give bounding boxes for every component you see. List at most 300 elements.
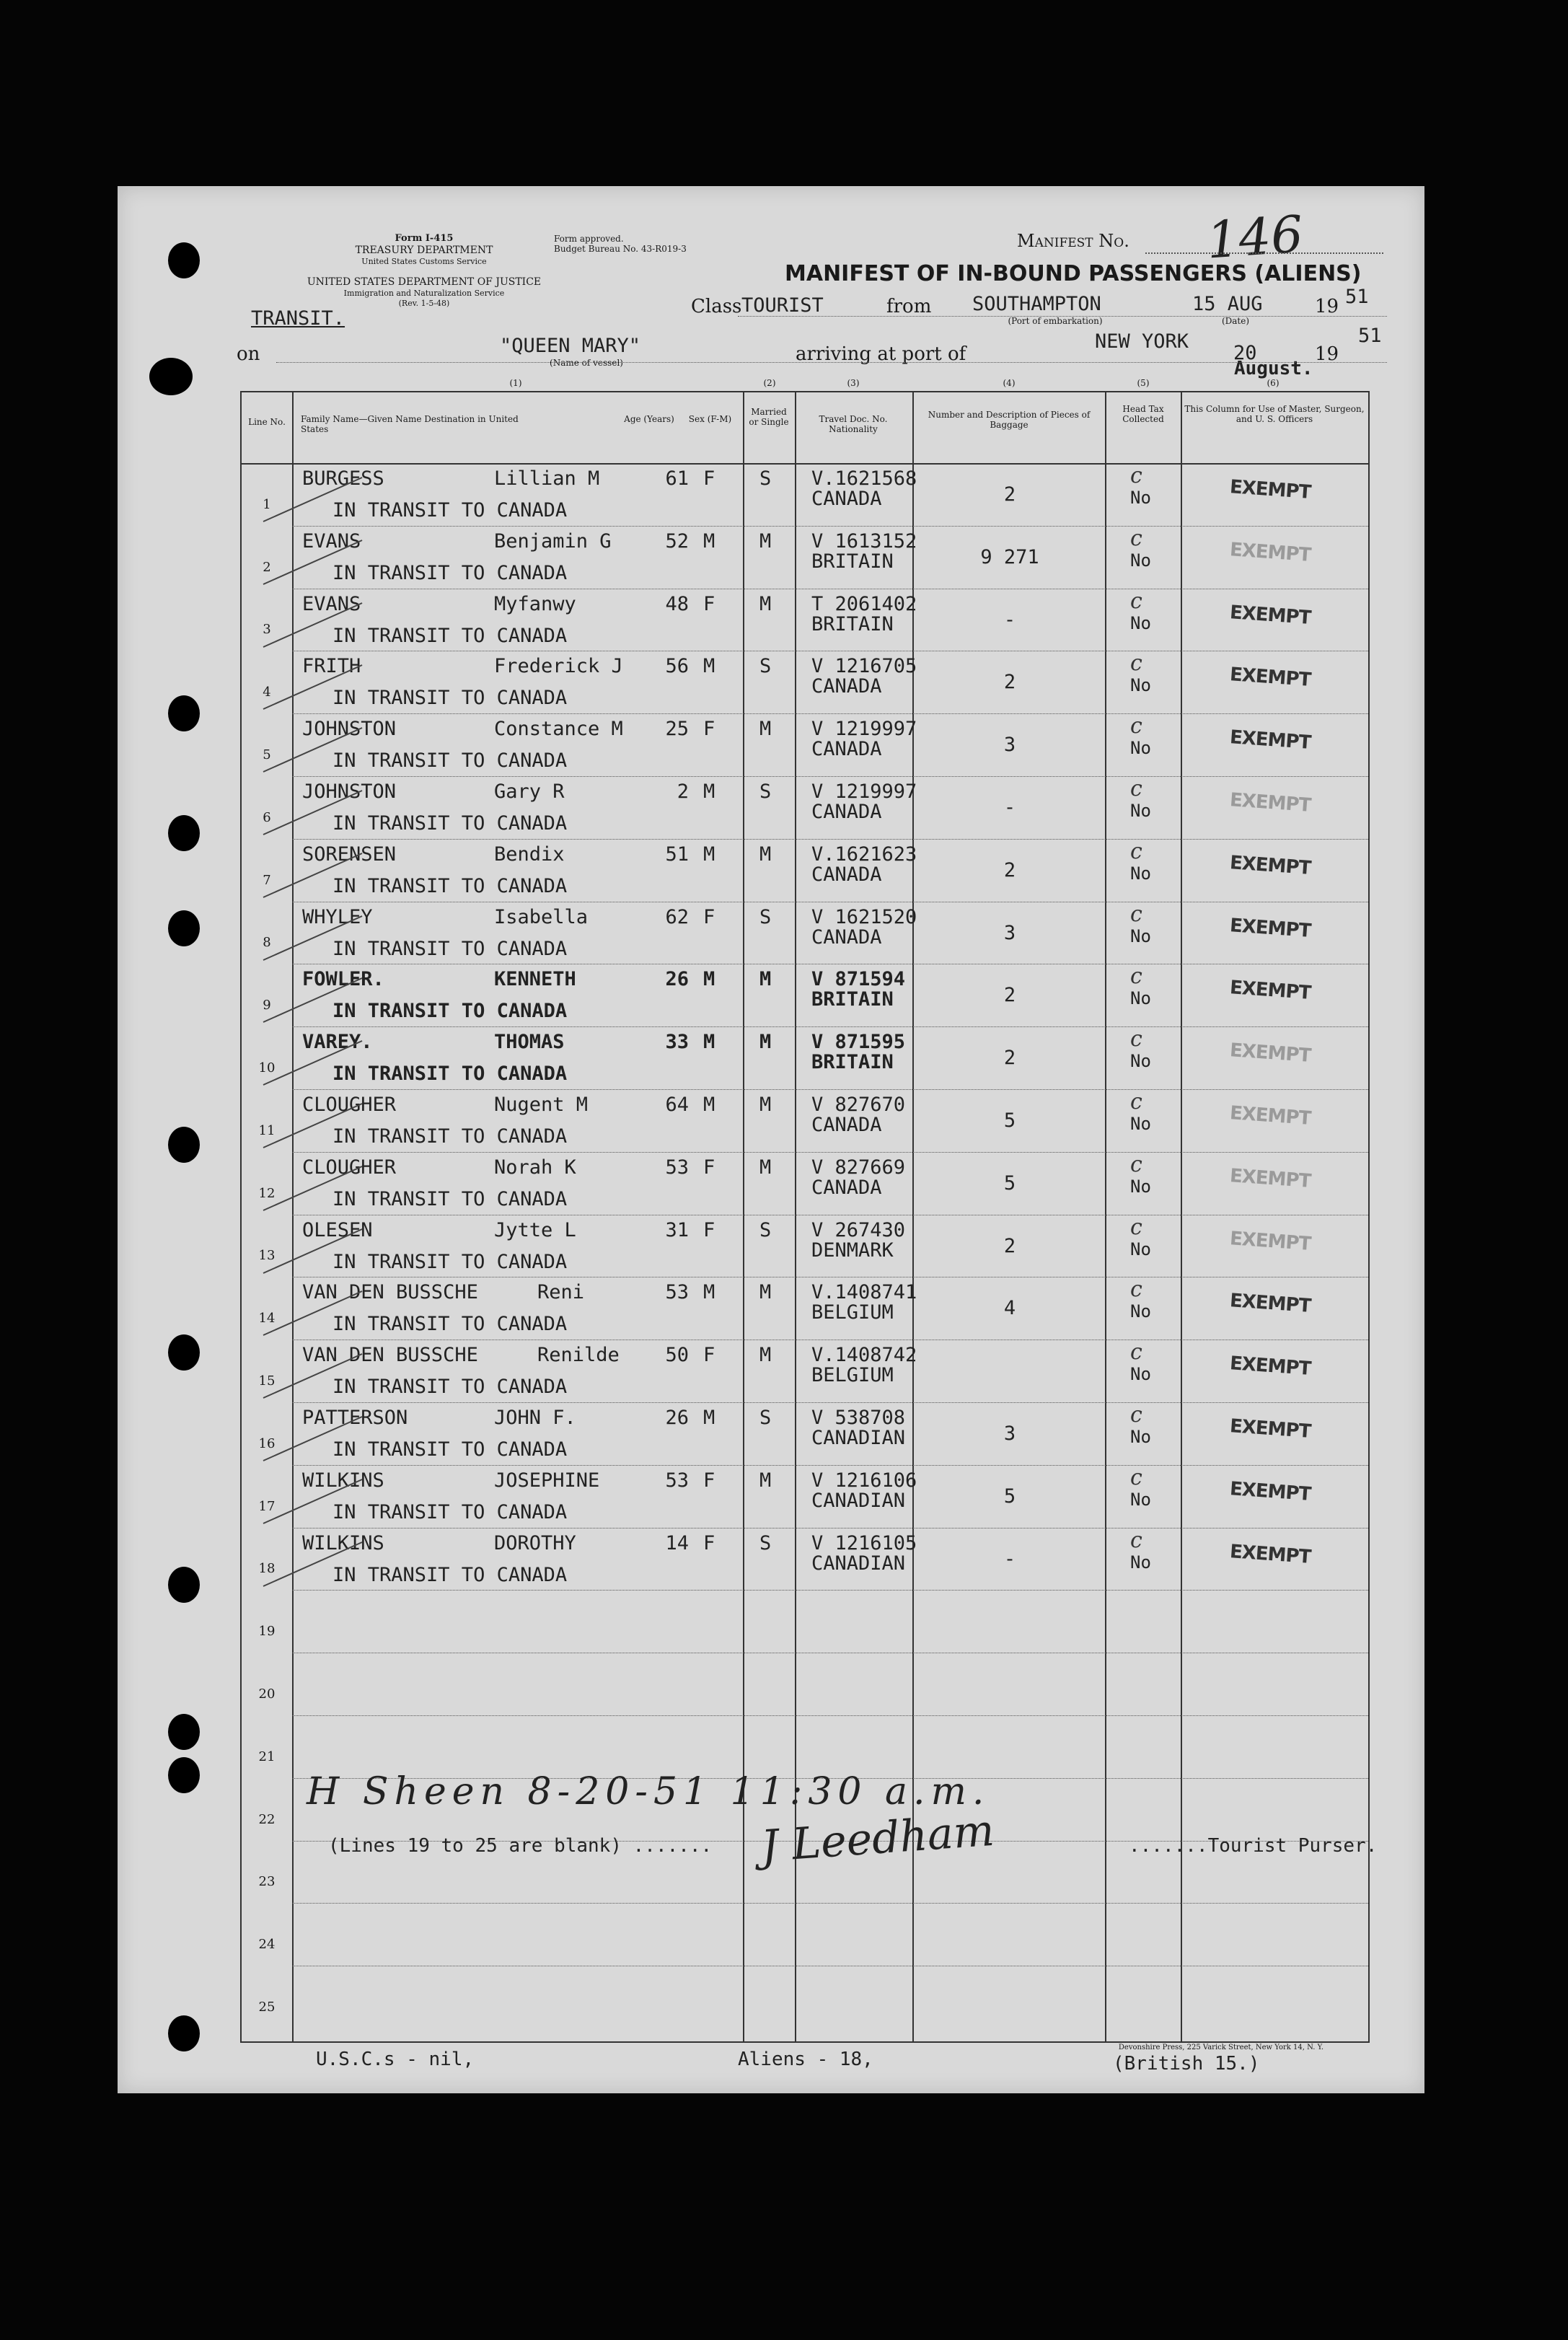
passenger-marital: M bbox=[759, 529, 772, 553]
passenger-travel-doc: V 267430 bbox=[811, 1218, 906, 1241]
head-tax-check: c bbox=[1130, 588, 1142, 614]
passenger-travel-doc: V.1621623 bbox=[811, 843, 917, 866]
passenger-marital: M bbox=[759, 718, 772, 741]
line-number: 22 bbox=[258, 1811, 276, 1827]
passenger-nationality: CANADA bbox=[811, 488, 882, 510]
passenger-nationality: BELGIUM bbox=[811, 1364, 894, 1387]
passenger-destination: IN TRANSIT TO CANADA bbox=[332, 1500, 568, 1523]
passenger-travel-doc: V 1216705 bbox=[811, 655, 917, 678]
row-divider bbox=[292, 526, 1368, 527]
head-tax-value: No bbox=[1130, 1301, 1151, 1322]
passenger-sex: M bbox=[703, 655, 715, 678]
class-line-rule bbox=[738, 316, 1387, 317]
passenger-age: 53 bbox=[665, 1281, 689, 1304]
officer-stamp: EXEMPT bbox=[1229, 914, 1312, 942]
passenger-family-name: EVANS bbox=[302, 592, 361, 615]
passenger-given-name: Myfanwy bbox=[494, 592, 576, 615]
passenger-nationality: CANADIAN bbox=[811, 1552, 906, 1575]
line-number: 1 bbox=[263, 496, 271, 512]
passenger-age: 61 bbox=[665, 467, 689, 490]
manifest-number: 146 bbox=[1204, 204, 1305, 270]
passenger-travel-doc: V.1408741 bbox=[811, 1281, 917, 1304]
row-divider bbox=[292, 1590, 1368, 1591]
passenger-given-name: Gary R bbox=[494, 780, 565, 803]
row-divider bbox=[292, 1152, 1368, 1153]
head-tax-value: No bbox=[1130, 612, 1151, 633]
passenger-table bbox=[240, 378, 1378, 2043]
passenger-baggage: 3 bbox=[1003, 921, 1016, 944]
passenger-marital: M bbox=[759, 843, 772, 866]
passenger-nationality: CANADA bbox=[811, 925, 882, 949]
depart-date: 15 AUG bbox=[1192, 293, 1263, 315]
passenger-nationality: CANADIAN bbox=[811, 1427, 906, 1449]
punch-hole bbox=[168, 1714, 200, 1750]
head-tax-check: c bbox=[1130, 1402, 1142, 1428]
passenger-age: 26 bbox=[665, 1407, 689, 1429]
passenger-baggage: 2 bbox=[1003, 483, 1016, 506]
head-tax-check: c bbox=[1130, 651, 1142, 677]
punch-hole bbox=[168, 1757, 200, 1793]
printer-credit: Devonshire Press, 225 Varick Street, New York 14, N. Y. bbox=[1118, 2044, 1324, 2051]
customs-service: United States Customs Service bbox=[361, 257, 487, 266]
passenger-given-name: JOSEPHINE bbox=[494, 1469, 600, 1492]
passenger-destination: IN TRANSIT TO CANADA bbox=[332, 1313, 568, 1336]
vessel-name: "QUEEN MARY" bbox=[500, 335, 641, 357]
col-header-line: Line No. bbox=[248, 417, 286, 427]
head-tax-value: No bbox=[1130, 1239, 1151, 1259]
line-number: 16 bbox=[258, 1435, 276, 1451]
head-tax-value: No bbox=[1130, 1114, 1151, 1134]
passenger-nationality: BRITAIN bbox=[811, 988, 894, 1011]
col-header-sex: Sex (F-M) bbox=[688, 414, 732, 424]
passenger-destination: IN TRANSIT TO CANADA bbox=[332, 1187, 568, 1210]
passenger-age: 25 bbox=[665, 718, 689, 741]
row-divider bbox=[292, 776, 1368, 777]
line-number: 4 bbox=[263, 685, 271, 700]
passenger-travel-doc: V 538708 bbox=[811, 1407, 906, 1429]
passenger-age: 2 bbox=[677, 780, 689, 803]
justice-dept: UNITED STATES DEPARTMENT OF JUSTICE bbox=[307, 276, 542, 288]
page-title: MANIFEST OF IN-BOUND PASSENGERS (ALIENS) bbox=[785, 261, 1362, 286]
passenger-given-name: KENNETH bbox=[494, 968, 576, 991]
row-divider bbox=[292, 1715, 1368, 1716]
passenger-marital: M bbox=[759, 1156, 772, 1179]
passenger-marital: S bbox=[759, 905, 772, 928]
col-num-2: (2) bbox=[763, 378, 776, 388]
punch-hole bbox=[168, 1567, 200, 1603]
passenger-baggage: 3 bbox=[1003, 1422, 1016, 1445]
officer-stamp: EXEMPT bbox=[1229, 977, 1312, 1005]
passenger-sex: F bbox=[703, 1469, 715, 1492]
head-tax-check: c bbox=[1130, 1214, 1142, 1240]
line-number: 15 bbox=[258, 1373, 276, 1389]
passenger-nationality: CANADA bbox=[811, 863, 882, 886]
line-number: 11 bbox=[258, 1122, 276, 1138]
passenger-sex: M bbox=[703, 1281, 715, 1304]
line-number: 24 bbox=[258, 1937, 276, 1953]
immigration-service: Immigration and Naturalization Service bbox=[343, 289, 505, 298]
revision: (Rev. 1-5-48) bbox=[398, 299, 450, 308]
line-number: 13 bbox=[258, 1248, 276, 1264]
blank-lines-note: (Lines 19 to 25 are blank) ....... bbox=[328, 1835, 713, 1857]
punch-hole bbox=[168, 910, 200, 946]
head-tax-value: No bbox=[1130, 1051, 1151, 1072]
passenger-travel-doc: V 1216105 bbox=[811, 1531, 917, 1554]
passenger-destination: IN TRANSIT TO CANADA bbox=[332, 1250, 568, 1273]
col-header-married: Married or Single bbox=[749, 407, 789, 427]
passenger-family-name: OLESEN bbox=[302, 1218, 373, 1241]
passenger-age: 51 bbox=[665, 843, 689, 866]
passenger-destination: IN TRANSIT TO CANADA bbox=[332, 561, 568, 584]
passenger-travel-doc: V 827669 bbox=[811, 1156, 906, 1179]
passenger-marital: S bbox=[759, 1218, 772, 1241]
passenger-marital: M bbox=[759, 968, 772, 991]
punch-hole bbox=[168, 695, 200, 731]
col-num-6: (6) bbox=[1267, 378, 1279, 388]
line-number: 18 bbox=[258, 1561, 276, 1577]
passenger-sex: M bbox=[703, 1407, 715, 1429]
passenger-marital: M bbox=[759, 1031, 772, 1054]
class-value: TOURIST bbox=[741, 294, 824, 317]
passenger-nationality: BRITAIN bbox=[811, 1051, 894, 1074]
line-number: 19 bbox=[258, 1624, 276, 1640]
footer-aliens: Aliens - 18, bbox=[738, 2049, 873, 2070]
arrival-port: NEW YORK bbox=[1095, 330, 1189, 353]
passenger-given-name: Frederick J bbox=[494, 655, 623, 678]
on-label: on bbox=[237, 343, 260, 365]
arriving-label: arriving at port of bbox=[796, 343, 966, 365]
head-tax-check: c bbox=[1130, 525, 1142, 551]
passenger-sex: M bbox=[703, 529, 715, 553]
head-tax-check: c bbox=[1130, 776, 1142, 801]
passenger-family-name: FOWLER. bbox=[302, 968, 384, 991]
row-divider bbox=[292, 713, 1368, 714]
head-tax-value: No bbox=[1130, 863, 1151, 884]
transit-label: TRANSIT. bbox=[251, 307, 345, 330]
passenger-baggage: 2 bbox=[1003, 671, 1016, 694]
passenger-age: 52 bbox=[665, 529, 689, 553]
passenger-marital: S bbox=[759, 1407, 772, 1429]
embark-port: SOUTHAMPTON bbox=[972, 293, 1101, 315]
passenger-baggage: 2 bbox=[1003, 858, 1016, 881]
passenger-nationality: CANADA bbox=[811, 738, 882, 761]
head-tax-value: No bbox=[1130, 1176, 1151, 1197]
passenger-age: 64 bbox=[665, 1094, 689, 1116]
passenger-baggage: 5 bbox=[1003, 1485, 1016, 1508]
passenger-age: 53 bbox=[665, 1156, 689, 1179]
line-number: 23 bbox=[258, 1874, 276, 1890]
passenger-given-name: Bendix bbox=[494, 843, 565, 866]
passenger-marital: M bbox=[759, 1281, 772, 1304]
passenger-family-name: VAREY. bbox=[302, 1031, 373, 1054]
passenger-family-name: SORENSEN bbox=[302, 843, 397, 866]
passenger-given-name: Lillian M bbox=[494, 467, 600, 490]
passenger-marital: S bbox=[759, 1531, 772, 1554]
line-number: 12 bbox=[258, 1185, 276, 1201]
line-number: 20 bbox=[258, 1686, 276, 1702]
officer-stamp: EXEMPT bbox=[1229, 476, 1312, 503]
row-divider bbox=[292, 1402, 1368, 1403]
col-num-3: (3) bbox=[847, 378, 860, 388]
col-header-headtax: Head Tax Collected bbox=[1122, 404, 1164, 424]
head-tax-value: No bbox=[1130, 1552, 1151, 1573]
passenger-given-name: DOROTHY bbox=[494, 1531, 576, 1554]
line-number: 2 bbox=[263, 559, 271, 575]
depart-year-prefix: 19 bbox=[1315, 296, 1339, 317]
line-number: 7 bbox=[263, 872, 271, 888]
officer-stamp: EXEMPT bbox=[1229, 1227, 1312, 1255]
head-tax-check: c bbox=[1130, 713, 1142, 739]
line-number: 14 bbox=[258, 1311, 276, 1327]
head-tax-value: No bbox=[1130, 1489, 1151, 1510]
officer-stamp: EXEMPT bbox=[1229, 538, 1312, 566]
passenger-age: 31 bbox=[665, 1218, 689, 1241]
passenger-given-name: Nugent M bbox=[494, 1094, 589, 1116]
passenger-sex: F bbox=[703, 1344, 715, 1367]
passenger-family-name: JOHNSTON bbox=[302, 718, 397, 741]
passenger-destination: IN TRANSIT TO CANADA bbox=[332, 1438, 568, 1461]
head-tax-value: No bbox=[1130, 488, 1151, 508]
head-tax-check: c bbox=[1130, 1089, 1142, 1114]
passenger-sex: F bbox=[703, 1156, 715, 1179]
row-divider bbox=[292, 1528, 1368, 1529]
officer-stamp: EXEMPT bbox=[1229, 789, 1312, 817]
head-tax-value: No bbox=[1130, 801, 1151, 821]
passenger-nationality: CANADA bbox=[811, 675, 882, 698]
head-tax-value: No bbox=[1130, 1364, 1151, 1385]
manifest-page bbox=[118, 186, 1424, 2093]
col-num-1: (1) bbox=[509, 378, 522, 388]
passenger-travel-doc: V 1219997 bbox=[811, 718, 917, 741]
passenger-age: 50 bbox=[665, 1344, 689, 1367]
passenger-age: 62 bbox=[665, 905, 689, 928]
passenger-nationality: CANADA bbox=[811, 1176, 882, 1199]
line-number: 17 bbox=[258, 1498, 276, 1514]
passenger-nationality: BRITAIN bbox=[811, 612, 894, 635]
col-header-officers: This Column for Use of Master, Surgeon, and U. S. Officers bbox=[1184, 404, 1365, 424]
passenger-baggage: 3 bbox=[1003, 734, 1016, 757]
passenger-baggage: - bbox=[1003, 796, 1016, 819]
passenger-family-name: BURGESS bbox=[302, 467, 384, 490]
passenger-nationality: CANADA bbox=[811, 1114, 882, 1136]
manifest-number-rule bbox=[1145, 252, 1383, 254]
passenger-baggage: 5 bbox=[1003, 1109, 1016, 1132]
officer-stamp: EXEMPT bbox=[1229, 1102, 1312, 1130]
head-tax-check: c bbox=[1130, 964, 1142, 990]
passenger-given-name: JOHN F. bbox=[494, 1407, 576, 1429]
passenger-destination: IN TRANSIT TO CANADA bbox=[332, 499, 568, 522]
passenger-given-name: Isabella bbox=[494, 905, 589, 928]
head-tax-value: No bbox=[1130, 1427, 1151, 1447]
form-approved: Form approved. bbox=[554, 234, 624, 244]
arrival-day: 20 bbox=[1233, 342, 1257, 364]
head-tax-check: c bbox=[1130, 901, 1142, 927]
passenger-destination: IN TRANSIT TO CANADA bbox=[332, 687, 568, 710]
passenger-given-name: THOMAS bbox=[494, 1031, 565, 1054]
arrival-year: 51 bbox=[1358, 325, 1382, 347]
passenger-nationality: DENMARK bbox=[811, 1239, 894, 1262]
passenger-sex: M bbox=[703, 780, 715, 803]
head-tax-value: No bbox=[1130, 988, 1151, 1009]
on-line-rule bbox=[276, 362, 1387, 363]
passenger-baggage: - bbox=[1003, 608, 1016, 631]
passenger-baggage: 2 bbox=[1003, 1047, 1016, 1070]
purser-title: .......Tourist Purser. bbox=[1129, 1835, 1378, 1857]
line-number: 9 bbox=[263, 998, 271, 1013]
form-number: Form I-415 bbox=[395, 233, 454, 244]
purser-signature: J Leedham bbox=[759, 1805, 996, 1873]
passenger-destination: IN TRANSIT TO CANADA bbox=[332, 874, 568, 897]
passenger-destination: IN TRANSIT TO CANADA bbox=[332, 937, 568, 960]
passenger-sex: M bbox=[703, 968, 715, 991]
col-header-age: Age (Years) bbox=[624, 414, 674, 424]
passenger-family-name: WILKINS bbox=[302, 1469, 384, 1492]
date-caption: (Date) bbox=[1221, 316, 1250, 326]
passenger-given-name: Reni bbox=[537, 1281, 585, 1304]
passenger-given-name: Benjamin G bbox=[494, 529, 612, 553]
passenger-given-name: Renilde bbox=[537, 1344, 620, 1367]
manifest-label: Manifest No. bbox=[1017, 231, 1129, 251]
passenger-marital: S bbox=[759, 655, 772, 678]
officer-stamp: EXEMPT bbox=[1229, 1352, 1312, 1381]
passenger-given-name: Constance M bbox=[494, 718, 623, 741]
officer-stamp: EXEMPT bbox=[1229, 1164, 1312, 1192]
footer-uscs: U.S.C.s - nil, bbox=[316, 2049, 475, 2070]
passenger-sex: F bbox=[703, 905, 715, 928]
passenger-marital: M bbox=[759, 1344, 772, 1367]
passenger-sex: F bbox=[703, 1218, 715, 1241]
passenger-marital: M bbox=[759, 592, 772, 615]
passenger-baggage: 9 271 bbox=[980, 545, 1039, 568]
line-number: 5 bbox=[263, 747, 271, 762]
passenger-sex: M bbox=[703, 1094, 715, 1116]
passenger-sex: M bbox=[703, 1031, 715, 1054]
passenger-nationality: BRITAIN bbox=[811, 550, 894, 573]
line-number: 10 bbox=[258, 1060, 276, 1076]
head-tax-check: c bbox=[1130, 1340, 1142, 1365]
passenger-destination: IN TRANSIT TO CANADA bbox=[332, 624, 568, 647]
punch-hole bbox=[168, 1127, 200, 1163]
embark-caption: (Port of embarkation) bbox=[1008, 316, 1103, 326]
row-divider bbox=[292, 1026, 1368, 1027]
passenger-travel-doc: V.1621568 bbox=[811, 467, 917, 490]
officer-stamp: EXEMPT bbox=[1229, 601, 1312, 629]
passenger-sex: F bbox=[703, 1531, 715, 1554]
row-divider bbox=[292, 1465, 1368, 1466]
col-num-5: (5) bbox=[1137, 378, 1150, 388]
passenger-family-name: WHYLEY bbox=[302, 905, 373, 928]
officer-stamp: EXEMPT bbox=[1229, 726, 1312, 755]
passenger-family-name: CLOUGHER bbox=[302, 1094, 397, 1116]
head-tax-check: c bbox=[1130, 1527, 1142, 1553]
col-header-name: Family Name—Given Name Destination in United States bbox=[301, 414, 519, 434]
passenger-baggage: 2 bbox=[1003, 1234, 1016, 1257]
passenger-baggage: 5 bbox=[1003, 1171, 1016, 1195]
head-tax-check: c bbox=[1130, 1151, 1142, 1177]
passenger-age: 53 bbox=[665, 1469, 689, 1492]
passenger-travel-doc: V 871595 bbox=[811, 1031, 906, 1054]
passenger-travel-doc: V 1621520 bbox=[811, 905, 917, 928]
line-number: 8 bbox=[263, 935, 271, 951]
passenger-baggage: - bbox=[1003, 1547, 1016, 1570]
passenger-nationality: BELGIUM bbox=[811, 1301, 894, 1324]
depart-year: 51 bbox=[1345, 286, 1369, 308]
passenger-destination: IN TRANSIT TO CANADA bbox=[332, 1125, 568, 1148]
line-number: 25 bbox=[258, 2000, 276, 2015]
passenger-age: 14 bbox=[665, 1531, 689, 1554]
passenger-family-name: CLOUGHER bbox=[302, 1156, 397, 1179]
passenger-destination: IN TRANSIT TO CANADA bbox=[332, 1000, 568, 1023]
officer-stamp: EXEMPT bbox=[1229, 1290, 1312, 1318]
col-header-baggage: Number and Description of Pieces of Baggage bbox=[928, 410, 1091, 430]
passenger-age: 26 bbox=[665, 968, 689, 991]
head-tax-check: c bbox=[1130, 838, 1142, 864]
arrival-year-prefix: 19 bbox=[1315, 343, 1339, 365]
officer-stamp: EXEMPT bbox=[1229, 1540, 1312, 1568]
from-label: from bbox=[886, 296, 932, 317]
passenger-travel-doc: V 871594 bbox=[811, 968, 906, 991]
passenger-marital: S bbox=[759, 467, 772, 490]
passenger-sex: F bbox=[703, 718, 715, 741]
passenger-family-name: EVANS bbox=[302, 529, 361, 553]
line-number: 3 bbox=[263, 622, 271, 638]
line-number: 21 bbox=[258, 1749, 276, 1764]
passenger-baggage: 2 bbox=[1003, 984, 1016, 1007]
head-tax-check: c bbox=[1130, 1026, 1142, 1052]
head-tax-check: c bbox=[1130, 463, 1142, 488]
punch-hole bbox=[168, 1334, 200, 1371]
passenger-nationality: CANADA bbox=[811, 801, 882, 823]
passenger-family-name: PATTERSON bbox=[302, 1407, 408, 1429]
passenger-family-name: WILKINS bbox=[302, 1531, 384, 1554]
vessel-caption: (Name of vessel) bbox=[550, 358, 623, 368]
col-num-4: (4) bbox=[1003, 378, 1016, 388]
officer-stamp: EXEMPT bbox=[1229, 1039, 1312, 1068]
passenger-family-name: VAN DEN BUSSCHE bbox=[302, 1281, 478, 1304]
passenger-family-name: JOHNSTON bbox=[302, 780, 397, 803]
passenger-age: 56 bbox=[665, 655, 689, 678]
officer-stamp: EXEMPT bbox=[1229, 1415, 1312, 1443]
passenger-travel-doc: V 1613152 bbox=[811, 529, 917, 553]
budget-bureau: Budget Bureau No. 43-R019-3 bbox=[554, 244, 687, 254]
passenger-marital: M bbox=[759, 1094, 772, 1116]
passenger-destination: IN TRANSIT TO CANADA bbox=[332, 812, 568, 835]
passenger-destination: IN TRANSIT TO CANADA bbox=[332, 1563, 568, 1586]
line-number: 6 bbox=[263, 809, 271, 825]
head-tax-value: No bbox=[1130, 675, 1151, 696]
row-divider bbox=[292, 839, 1368, 840]
punch-hole bbox=[168, 242, 200, 278]
head-tax-check: c bbox=[1130, 1464, 1142, 1490]
passenger-family-name: VAN DEN BUSSCHE bbox=[302, 1344, 478, 1367]
passenger-nationality: CANADIAN bbox=[811, 1489, 906, 1512]
head-tax-check: c bbox=[1130, 1277, 1142, 1303]
passenger-family-name: FRITH bbox=[302, 655, 361, 678]
officer-stamp: EXEMPT bbox=[1229, 1477, 1312, 1505]
officer-stamp: EXEMPT bbox=[1229, 851, 1312, 879]
officer-stamp: EXEMPT bbox=[1229, 664, 1312, 692]
passenger-age: 48 bbox=[665, 592, 689, 615]
footer-british: (British 15.) bbox=[1113, 2053, 1260, 2075]
passenger-sex: M bbox=[703, 843, 715, 866]
passenger-baggage: 4 bbox=[1003, 1297, 1016, 1320]
row-divider bbox=[292, 1903, 1368, 1904]
passenger-travel-doc: V 1219997 bbox=[811, 780, 917, 803]
passenger-travel-doc: V 1216106 bbox=[811, 1469, 917, 1492]
passenger-destination: IN TRANSIT TO CANADA bbox=[332, 1063, 568, 1086]
head-tax-value: No bbox=[1130, 738, 1151, 759]
passenger-destination: IN TRANSIT TO CANADA bbox=[332, 749, 568, 773]
